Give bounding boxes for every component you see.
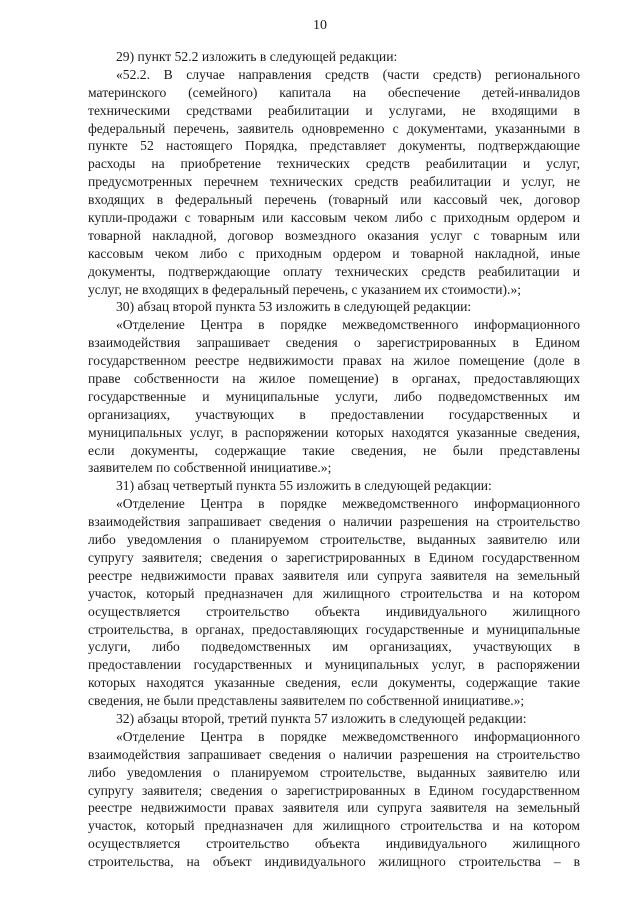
text-line: либо уведомления о планируемом строительстве, выданных заявителю или bbox=[88, 764, 580, 780]
text-line: федеральный перечень, заявитель одновременно с документами, указанными в bbox=[88, 120, 580, 136]
text-line: купли-продажи с товарным или кассовым чеком либо с приходным ордером и bbox=[88, 210, 580, 226]
text-line: услуг, не входящих в федеральный перечень, с указанием их стоимости).»; bbox=[88, 281, 522, 297]
text-line: реестре недвижимости правах заявителя или супруга заявителя на земельный bbox=[88, 567, 580, 583]
text-line: организациях, участвующих в предоставлении государственных и bbox=[88, 406, 580, 422]
text-line: муниципальных услуг, в распоряжении которых находятся указанные сведения, bbox=[88, 424, 580, 440]
text-line: 32) абзацы второй, третий пункта 57 изложить в следующей редакции: bbox=[116, 710, 527, 726]
text-line: входящих в федеральный перечень (товарный или кассовый чек, договор bbox=[88, 192, 580, 208]
text-line: заявителем по собственной инициативе.»; bbox=[88, 460, 332, 476]
text-line: праве собственности на жилое помещение) в органах, предоставляющих bbox=[88, 371, 580, 387]
text-line: 31) абзац четвертый пункта 55 изложить в следующей редакции: bbox=[116, 478, 492, 494]
text-line: которых находятся указанные сведения, если документы, содержащие такие bbox=[88, 675, 580, 691]
text-line: взаимодействия запрашивает сведения о зарегистрированных в Едином bbox=[88, 335, 580, 351]
text-line: материнского (семейного) капитала на обеспечение детей-инвалидов bbox=[88, 84, 580, 100]
text-line: документы, подтверждающие оплату технических средств реабилитации и bbox=[88, 263, 580, 279]
text-line: кассовым чеком либо с приходным ордером и товарной накладной, иные bbox=[88, 245, 580, 261]
text-line: строительства, на объект индивидуального жилищного строительства – в bbox=[88, 854, 580, 870]
text-line: услуги, либо подведомственных им организациях, участвующих в bbox=[88, 639, 580, 655]
text-line: взаимодействия запрашивает сведения о наличии разрешения на строительство bbox=[88, 514, 580, 530]
text-line: «Отделение Центра в порядке межведомственного информационного bbox=[116, 496, 580, 512]
text-line: «Отделение Центра в порядке межведомственного информационного bbox=[116, 728, 580, 744]
text-line: 29) пункт 52.2 изложить в следующей редакции: bbox=[116, 49, 398, 64]
text-line: предусмотренных перечнем технических средств реабилитации и услуг, не bbox=[88, 174, 580, 190]
text-line: осуществляется строительство объекта индивидуального жилищного bbox=[88, 836, 580, 852]
text-line: супругу заявителя; сведения о зарегистрированных в Едином государственном bbox=[88, 782, 580, 798]
text-line: расходы на приобретение технических средств реабилитации и услуг, bbox=[88, 156, 580, 172]
text-line: реестре недвижимости правах заявителя или супруга заявителя на земельный bbox=[88, 800, 580, 816]
text-line: предоставлении государственных и муниципальных услуг, в распоряжении bbox=[88, 657, 580, 673]
text-line: участок, который предназначен для жилищного строительства и на котором bbox=[88, 585, 580, 601]
text-line: либо уведомления о планируемом строительстве, выданных заявителю или bbox=[88, 532, 580, 548]
page-number: 10 bbox=[313, 18, 327, 33]
text-line: техническими средствами реабилитации и услугами, не входящими в bbox=[88, 102, 580, 118]
text-line: сведения, не были представлены заявителем по собственной инициативе.»; bbox=[88, 693, 525, 709]
text-line: 30) абзац второй пункта 53 изложить в следующей редакции: bbox=[116, 299, 472, 315]
document-body bbox=[88, 48, 580, 871]
text-line: супругу заявителя; сведения о зарегистрированных в Едином государственном bbox=[88, 549, 580, 565]
text-line: взаимодействия запрашивает сведения о наличии разрешения на строительство bbox=[88, 746, 580, 762]
text-line: «52.2. В случае направления средств (части средств) регионального bbox=[116, 66, 580, 82]
text-line: «Отделение Центра в порядке межведомственного информационного bbox=[116, 317, 580, 333]
text-line: осуществляется строительство объекта индивидуального жилищного bbox=[88, 603, 580, 619]
text-line: государственном реестре недвижимости правах на жилое помещение (доле в bbox=[88, 353, 580, 369]
text-line: товарной накладной, договор возмездного оказания услуг с товарным или bbox=[88, 227, 580, 243]
text-line: если документы, содержащие такие сведения, не были представлены bbox=[88, 442, 580, 458]
text-line: государственные и муниципальные услуги, либо подведомственных им bbox=[88, 388, 580, 404]
text-line: строительства, в органах, предоставляющих государственные и муниципальные bbox=[88, 621, 580, 637]
text-line: участок, который предназначен для жилищного строительства и на котором bbox=[88, 818, 580, 834]
text-line: пункте 52 настоящего Порядка, представляет документы, подтверждающие bbox=[88, 138, 580, 154]
